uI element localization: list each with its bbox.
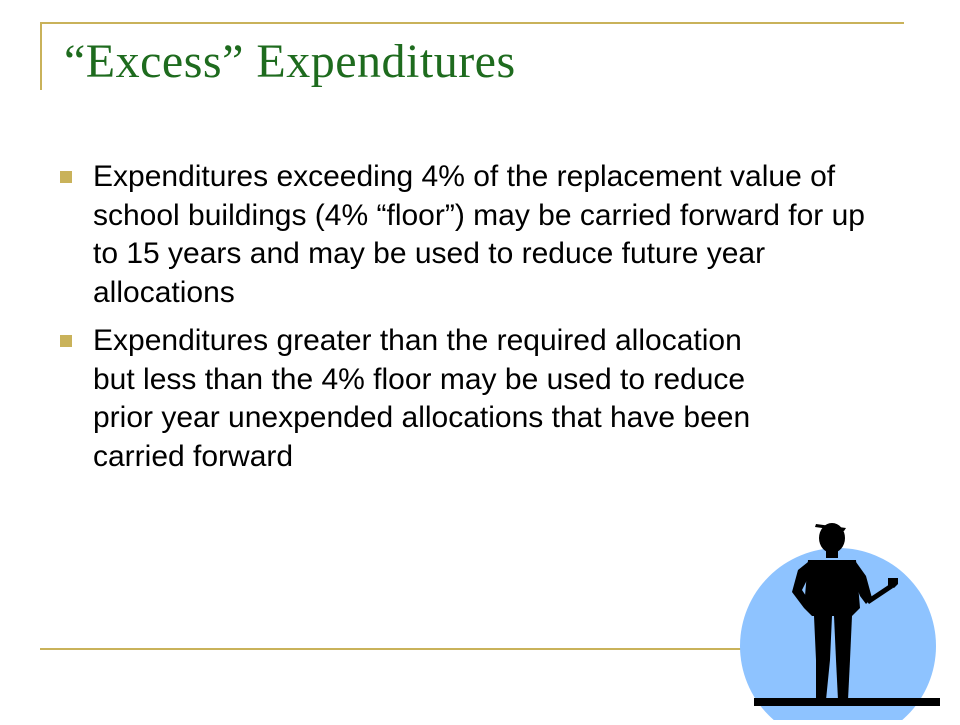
bottom-rule bbox=[40, 648, 760, 650]
bullet-item bbox=[60, 158, 900, 312]
bullet-marker-icon bbox=[60, 171, 72, 183]
slide-title: “Excess” Expenditures bbox=[64, 35, 516, 88]
bullet-item bbox=[60, 322, 900, 476]
clipart-svg bbox=[720, 500, 960, 720]
bullet-marker-icon bbox=[60, 335, 72, 347]
bullet-text: Expenditures greater than the required allocation but less than the 4% floor may be used to reduce prior year unexpended allocations that have been carried forward bbox=[93, 324, 751, 473]
left-rule bbox=[40, 22, 42, 90]
worker-with-wrench-icon bbox=[720, 500, 960, 720]
bullet-list bbox=[60, 158, 900, 486]
top-rule bbox=[40, 22, 904, 24]
bullet-text: Expenditures exceeding 4% of the replacement value of school buildings (4% “floor”) may be carried forward for up to 15 years and may be used to reduce future year allocations bbox=[93, 160, 865, 309]
